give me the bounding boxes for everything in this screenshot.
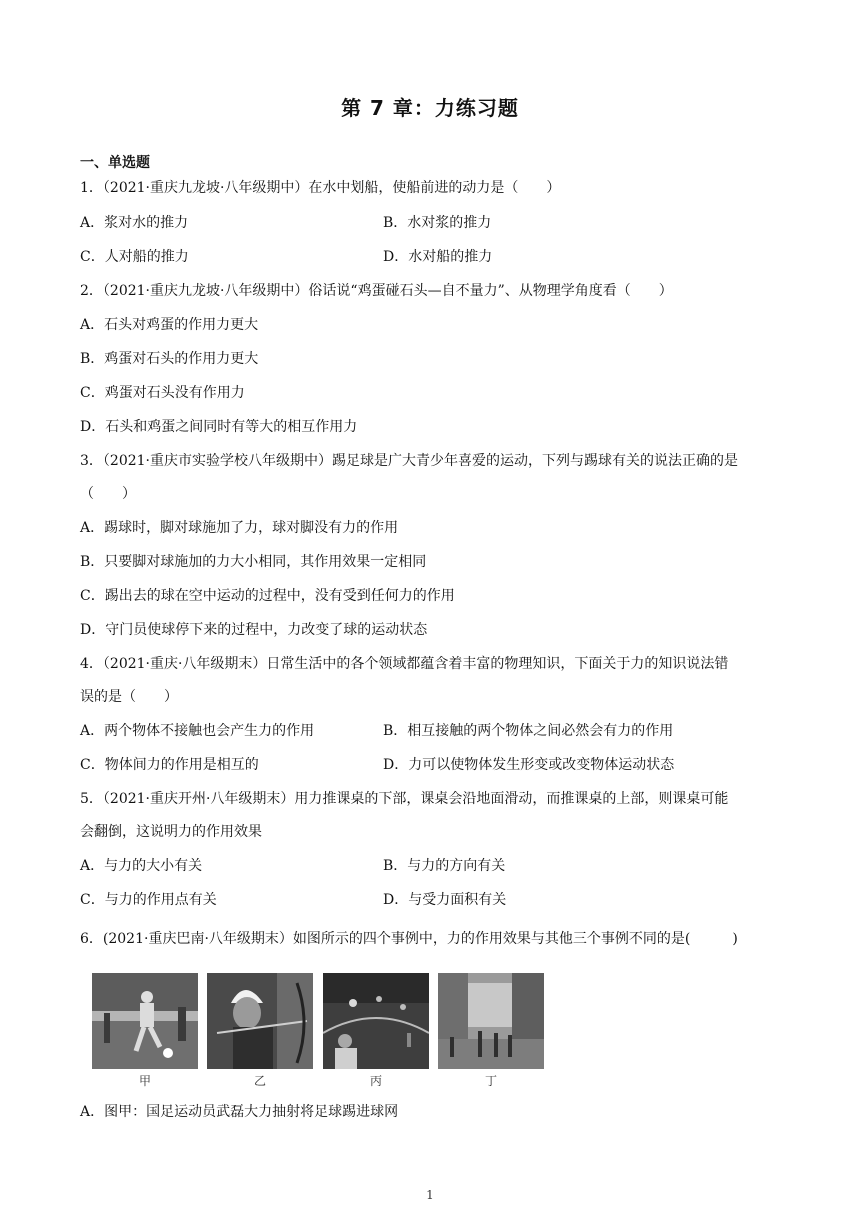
question-5-option-c: C．与力的作用点有关 xyxy=(80,892,217,908)
question-2-option-c: C．鸡蛋对石头没有作用力 xyxy=(80,385,245,401)
section-heading: 一、单选题 xyxy=(80,155,150,171)
question-3-option-c: C．踢出去的球在空中运动的过程中，没有受到任何力的作用 xyxy=(80,588,455,604)
question-4-option-a: A．两个物体不接触也会产生力的作用 xyxy=(80,723,315,739)
photo-jia-soccer xyxy=(92,973,198,1069)
question-4-option-d: D．力可以使物体发生形变或改变物体运动状态 xyxy=(383,757,675,773)
caption-bing: 丙 xyxy=(369,1074,382,1088)
question-2-option-d: D．石头和鸡蛋之间同时有等大的相互作用力 xyxy=(80,419,358,435)
question-1-stem: 1．（2021·重庆九龙坡·八年级期中）在水中划船，使船前进的动力是（ ） xyxy=(80,180,561,196)
question-3-stem-cont: （ ） xyxy=(80,486,136,502)
caption-yi: 乙 xyxy=(253,1074,266,1088)
question-5-stem: 5．（2021·重庆开州·八年级期末）用力推课桌的下部，课桌会沿地面滑动，而推课桌的上部，则课桌可能 xyxy=(80,791,729,807)
question-3-option-d: D．守门员使球停下来的过程中，力改变了球的运动状态 xyxy=(80,622,428,638)
question-1-option-a: A．浆对水的推力 xyxy=(80,215,189,231)
question-1-option-b: B．水对浆的推力 xyxy=(383,215,492,231)
question-6-option-a: A．图甲：国足运动员武磊大力抽射将足球踢进球网 xyxy=(80,1104,399,1120)
caption-jia: 甲 xyxy=(138,1074,151,1088)
question-2-option-a: A．石头对鸡蛋的作用力更大 xyxy=(80,317,259,333)
question-5-option-b: B．与力的方向有关 xyxy=(383,858,506,874)
question-1-option-c: C．人对船的推力 xyxy=(80,249,189,265)
question-4-stem: 4．（2021·重庆·八年级期末）日常生活中的各个领域都蕴含着丰富的物理知识，下面关于力的知识说法错 xyxy=(80,656,729,672)
page-number: 1 xyxy=(426,1188,434,1202)
photo-bing-basketball xyxy=(323,973,429,1069)
question-2-stem: 2．（2021·重庆九龙坡·八年级期中）俗话说“鸡蛋碰石头—自不量力”、从物理学角度看（ ） xyxy=(80,283,673,299)
photo-ding-street xyxy=(438,973,544,1069)
question-5-option-d: D．与受力面积有关 xyxy=(383,892,507,908)
question-3-stem: 3．（2021·重庆市实验学校八年级期中）踢足球是广大青少年喜爱的运动，下列与踢球有关的说法正确的是 xyxy=(80,453,738,469)
caption-ding: 丁 xyxy=(484,1074,497,1088)
question-4-option-c: C．物体间力的作用是相互的 xyxy=(80,757,259,773)
question-3-option-b: B．只要脚对球施加的力大小相同，其作用效果一定相同 xyxy=(80,554,427,570)
question-2-option-b: B．鸡蛋对石头的作用力更大 xyxy=(80,351,259,367)
question-5-stem-cont: 会翻倒，这说明力的作用效果 xyxy=(80,824,262,840)
question-4-stem-cont: 误的是（ ） xyxy=(80,689,178,705)
question-6-stem: 6．(2021·重庆巴南·八年级期末）如图所示的四个事例中，力的作用效果与其他三个事例不同的是( ) xyxy=(80,931,738,947)
question-6-figure xyxy=(92,973,544,1069)
question-3-option-a: A．踢球时，脚对球施加了力，球对脚没有力的作用 xyxy=(80,520,399,536)
question-4-option-b: B．相互接触的两个物体之间必然会有力的作用 xyxy=(383,723,674,739)
page-title: 第 7 章：力练习题 xyxy=(341,96,519,120)
photo-yi-archery xyxy=(207,973,313,1069)
question-5-option-a: A．与力的大小有关 xyxy=(80,858,203,874)
question-1-option-d: D．水对船的推力 xyxy=(383,249,493,265)
